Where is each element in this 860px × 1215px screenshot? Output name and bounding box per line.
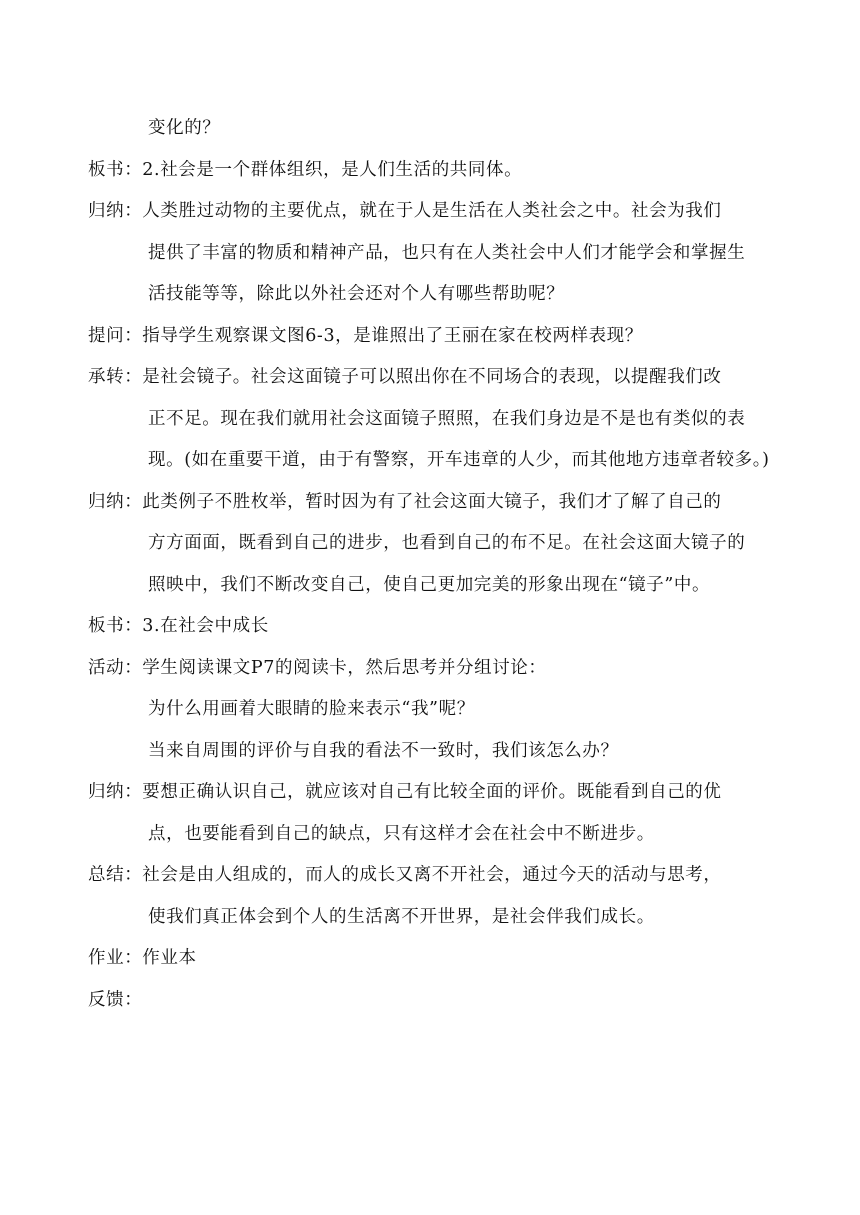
text-line: 使我们真正体会到个人的生活离不开世界，是社会伴我们成长。 [148, 906, 655, 927]
text-line: 照映中，我们不断改变自己，使自己更加完美的形象出现在“镜子”中。 [148, 574, 711, 595]
text-line: 现。(如在重要干道，由于有警察，开车违章的人少，而其他地方违章者较多。) [148, 450, 770, 470]
text-line: 归纳：人类胜过动物的主要优点，就在于人是生活在人类社会之中。社会为我们 [88, 201, 722, 221]
text-line: 板书：3.在社会中成长 [88, 616, 269, 636]
document-page [88, 112, 788, 1017]
text-line: 活技能等等，除此以外社会还对个人有哪些帮助呢？ [148, 284, 565, 304]
text-line: 板书：2.社会是一个群体组织，是人们生活的共同体。 [88, 159, 523, 180]
text-line: 承转：是社会镜子。社会这面镜子可以照出你在不同场合的表现，以提醒我们改 [88, 367, 722, 387]
text-line: 提供了丰富的物质和精神产品，也只有在人类社会中人们才能学会和掌握生 [148, 242, 746, 263]
text-line: 正不足。现在我们就用社会这面镜子照照，在我们身边是不是也有类似的表 [148, 408, 746, 429]
text-line: 归纳：要想正确认识自己，就应该对自己有比较全面的评价。既能看到自己的优 [88, 782, 722, 802]
text-line: 方方面面，既看到自己的进步，也看到自己的布不足。在社会这面大镜子的 [148, 533, 746, 553]
text-line: 作业：作业本 [88, 948, 197, 968]
text-line: 反馈： [88, 989, 143, 1010]
text-line: 变化的？ [148, 118, 221, 138]
text-line: 归纳：此类例子不胜枚举，暂时因为有了社会这面大镜子，我们才了解了自己的 [88, 491, 722, 512]
text-line: 当来自周围的评价与自我的看法不一致时，我们该怎么办？ [148, 740, 619, 761]
text-line: 为什么用画着大眼睛的脸来表示“我”呢？ [148, 699, 475, 719]
text-line: 点，也要能看到自己的缺点，只有这样才会在社会中不断进步。 [148, 823, 655, 844]
text-line: 总结：社会是由人组成的，而人的成长又离不开社会，通过今天的活动与思考， [88, 865, 722, 885]
text-line: 活动：学生阅读课文P7的阅读卡，然后思考并分组讨论： [88, 657, 547, 678]
text-line: 提问：指导学生观察课文图6-3，是谁照出了王丽在家在校两样表现？ [88, 325, 643, 346]
